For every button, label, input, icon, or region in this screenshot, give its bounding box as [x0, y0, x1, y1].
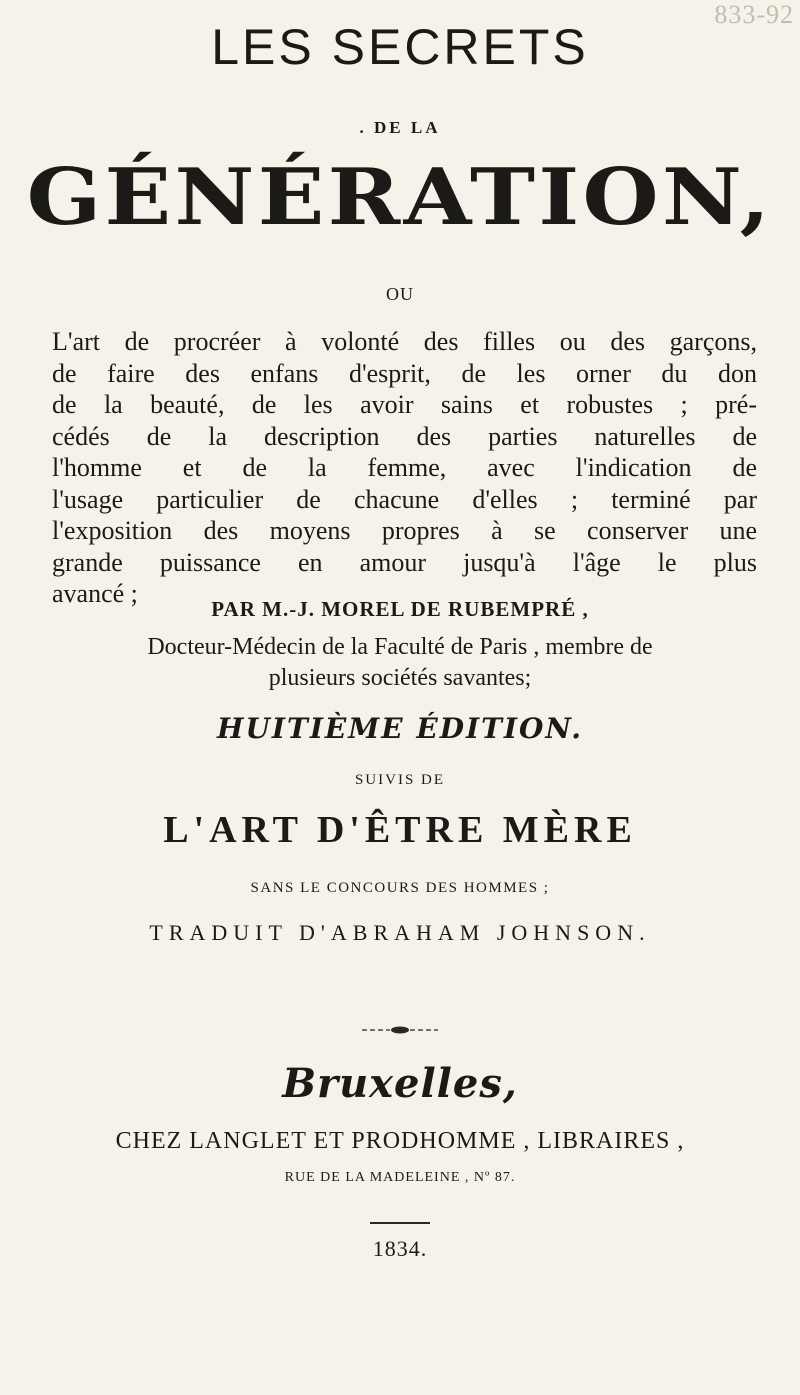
subtitle-line: l'exposition des moyens propres à se conserver une	[52, 516, 757, 545]
subtitle-line: l'usage particulier de chacune d'elles ; terminé par	[52, 484, 757, 514]
subtitle-line: grande puissance en amour jusqu'à l'âge le plus	[52, 547, 757, 577]
title-line-secrets: LES SECRETS	[211, 19, 589, 75]
title-line-generation: GÉNÉRATION,	[26, 152, 774, 243]
imprint-city: Bruxelles,	[282, 1060, 518, 1107]
title-line-ou: OU	[386, 284, 414, 304]
title-line-de-la: . DE LA	[359, 118, 441, 137]
subtitle-line: avancé ;	[52, 579, 138, 608]
imprint-year: 1834.	[372, 1236, 428, 1261]
subtitle-line: cédés de la description des parties naturelles de	[52, 421, 757, 451]
translation-credit: TRADUIT D'ABRAHAM JOHNSON.	[149, 920, 651, 945]
ornament-divider	[360, 1024, 440, 1036]
subtitle-line: de la beauté, de les avoir sains et robustes ; pré-	[52, 390, 757, 419]
second-work-title: L'ART D'ÊTRE MÈRE	[163, 809, 637, 851]
imprint-address: RUE DE LA MADELEINE , Nº 87.	[284, 1170, 516, 1185]
credentials-line: Docteur-Médecin de la Faculté de Paris , membre de	[147, 634, 653, 660]
suivis-de-label: SUIVIS DE	[354, 772, 446, 788]
second-work-subtitle: SANS LE CONCOURS DES HOMMES ;	[250, 880, 550, 896]
subtitle-paragraph	[52, 326, 757, 610]
handwritten-shelfmark: 833-92	[714, 0, 794, 29]
subtitle-line: L'art de procréer à volonté des filles ou des garçons,	[52, 327, 757, 356]
author-name: PAR M.-J. MOREL DE RUBEMPRÉ ,	[211, 597, 589, 621]
edition-statement: HUITIÈME ÉDITION.	[217, 712, 583, 745]
short-rule	[370, 1222, 430, 1224]
imprint-publisher: CHEZ LANGLET ET PRODHOMME , LIBRAIRES ,	[115, 1128, 685, 1154]
subtitle-line: de faire des enfans d'esprit, de les orner du don	[52, 358, 757, 388]
credentials-line: plusieurs sociétés savantes;	[268, 665, 532, 691]
author-credentials	[40, 632, 760, 694]
subtitle-line: l'homme et de la femme, avec l'indication de	[52, 453, 757, 482]
